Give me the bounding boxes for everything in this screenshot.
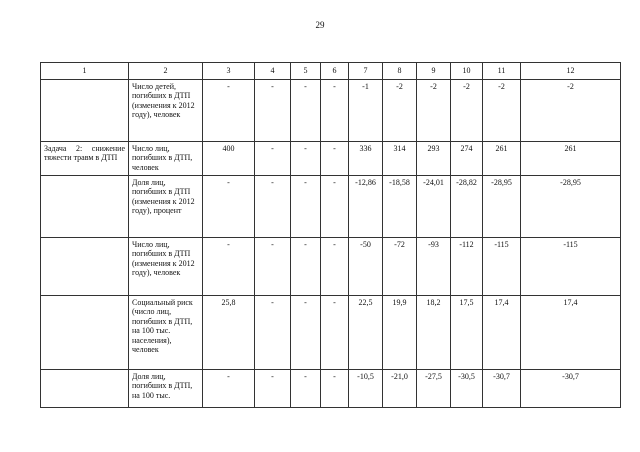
value-cell: 261 xyxy=(483,141,521,175)
value-cell: - xyxy=(255,369,291,407)
value-cell: 18,2 xyxy=(417,295,451,369)
value-cell: -30,7 xyxy=(521,369,621,407)
indicator-cell: Доля лиц, погибших в ДТП (изменения к 2012 году), процент xyxy=(129,175,203,237)
indicator-cell: Социальный риск (число лиц, погибших в ДТП, на 100 тыс. населения), человек xyxy=(129,295,203,369)
table-row xyxy=(41,295,621,369)
value-cell: -30,7 xyxy=(483,369,521,407)
value-cell: - xyxy=(255,295,291,369)
table-row xyxy=(41,79,621,141)
value-cell: -2 xyxy=(451,79,483,141)
value-cell: - xyxy=(321,141,349,175)
task-cell xyxy=(41,295,129,369)
indicator-cell: Число детей, погибших в ДТП (изменения к 2012 году), человек xyxy=(129,79,203,141)
task-cell xyxy=(41,175,129,237)
value-cell: -50 xyxy=(349,237,383,295)
value-cell: - xyxy=(291,141,321,175)
value-cell: - xyxy=(291,79,321,141)
value-cell: - xyxy=(291,237,321,295)
value-cell: - xyxy=(203,79,255,141)
value-cell: - xyxy=(321,175,349,237)
header-cell: 2 xyxy=(129,63,203,80)
task-cell: Задача 2: снижение тяжести травм в ДТП xyxy=(41,141,129,175)
value-cell: - xyxy=(291,295,321,369)
indicator-cell: Число лиц, погибших в ДТП (изменения к 2012 году), человек xyxy=(129,237,203,295)
table-row xyxy=(41,141,621,175)
value-cell: - xyxy=(203,369,255,407)
value-cell: - xyxy=(291,175,321,237)
value-cell: 400 xyxy=(203,141,255,175)
value-cell: -21,0 xyxy=(383,369,417,407)
value-cell: 336 xyxy=(349,141,383,175)
value-cell: - xyxy=(291,369,321,407)
value-cell: -72 xyxy=(383,237,417,295)
value-cell: 17,4 xyxy=(521,295,621,369)
value-cell: -18,58 xyxy=(383,175,417,237)
header-cell: 7 xyxy=(349,63,383,80)
value-cell: - xyxy=(321,79,349,141)
value-cell: -28,95 xyxy=(521,175,621,237)
header-row xyxy=(41,63,621,80)
value-cell: 17,5 xyxy=(451,295,483,369)
value-cell: -115 xyxy=(521,237,621,295)
value-cell: - xyxy=(255,175,291,237)
value-cell: - xyxy=(255,79,291,141)
value-cell: -1 xyxy=(349,79,383,141)
data-table xyxy=(40,62,621,408)
header-cell: 4 xyxy=(255,63,291,80)
table-row xyxy=(41,369,621,407)
value-cell: 22,5 xyxy=(349,295,383,369)
header-cell: 10 xyxy=(451,63,483,80)
value-cell: -115 xyxy=(483,237,521,295)
value-cell: 293 xyxy=(417,141,451,175)
value-cell: -2 xyxy=(521,79,621,141)
value-cell: - xyxy=(255,141,291,175)
value-cell: -28,95 xyxy=(483,175,521,237)
value-cell: -93 xyxy=(417,237,451,295)
task-cell xyxy=(41,79,129,141)
header-cell: 8 xyxy=(383,63,417,80)
table-row xyxy=(41,175,621,237)
task-cell xyxy=(41,237,129,295)
value-cell: -112 xyxy=(451,237,483,295)
value-cell: - xyxy=(203,237,255,295)
value-cell: 25,8 xyxy=(203,295,255,369)
value-cell: -2 xyxy=(483,79,521,141)
header-cell: 5 xyxy=(291,63,321,80)
value-cell: -24,01 xyxy=(417,175,451,237)
indicator-cell: Доля лиц, погибших в ДТП, на 100 тыс. xyxy=(129,369,203,407)
value-cell: -2 xyxy=(417,79,451,141)
indicator-cell: Число лиц, погибших в ДТП, человек xyxy=(129,141,203,175)
value-cell: -27,5 xyxy=(417,369,451,407)
value-cell: - xyxy=(321,295,349,369)
header-cell: 6 xyxy=(321,63,349,80)
value-cell: - xyxy=(321,237,349,295)
header-cell: 1 xyxy=(41,63,129,80)
value-cell: - xyxy=(255,237,291,295)
value-cell: 19,9 xyxy=(383,295,417,369)
value-cell: -2 xyxy=(383,79,417,141)
value-cell: 274 xyxy=(451,141,483,175)
value-cell: - xyxy=(203,175,255,237)
value-cell: -28,82 xyxy=(451,175,483,237)
task-cell xyxy=(41,369,129,407)
header-cell: 11 xyxy=(483,63,521,80)
value-cell: -12,86 xyxy=(349,175,383,237)
value-cell: -30,5 xyxy=(451,369,483,407)
header-cell: 12 xyxy=(521,63,621,80)
value-cell: 17,4 xyxy=(483,295,521,369)
value-cell: 314 xyxy=(383,141,417,175)
value-cell: -10,5 xyxy=(349,369,383,407)
header-cell: 3 xyxy=(203,63,255,80)
value-cell: 261 xyxy=(521,141,621,175)
table-row xyxy=(41,237,621,295)
value-cell: - xyxy=(321,369,349,407)
page-number: 29 xyxy=(315,20,325,30)
header-cell: 9 xyxy=(417,63,451,80)
